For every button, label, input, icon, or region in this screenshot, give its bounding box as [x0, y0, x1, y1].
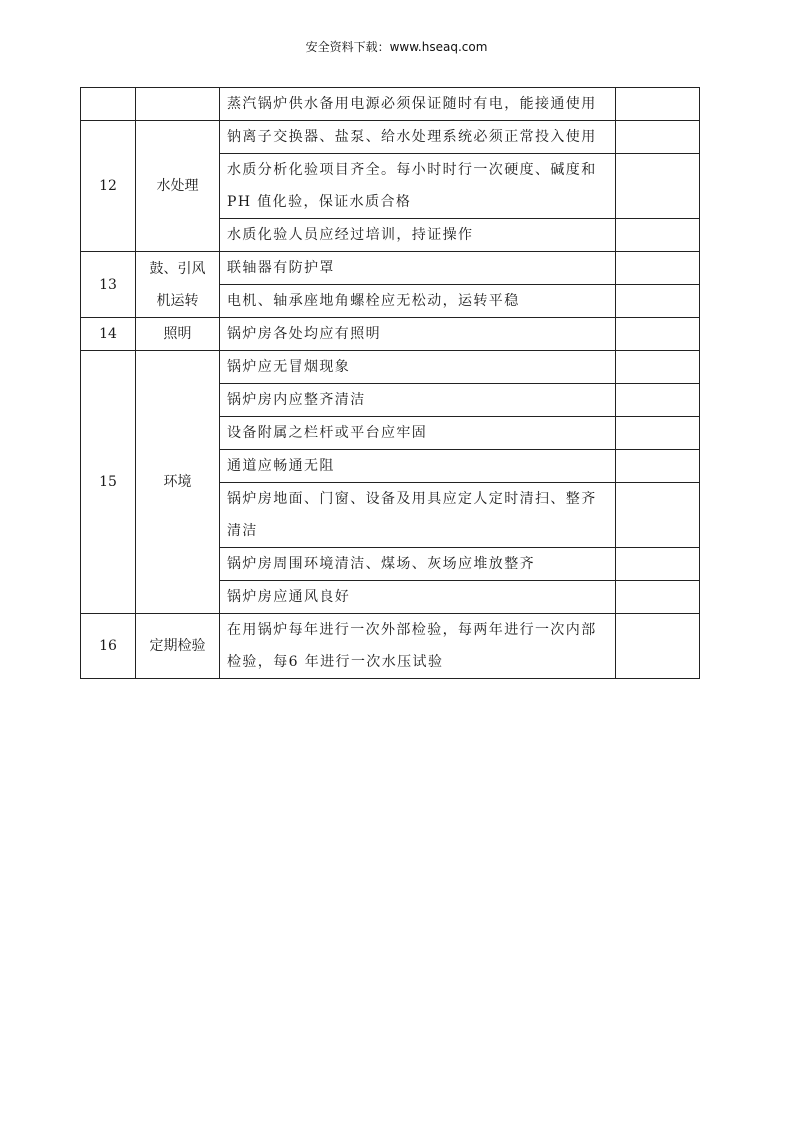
check-cell [616, 351, 700, 384]
content-cell: 钠离子交换器、盐泵、给水处理系统必须正常投入使用 [220, 121, 616, 154]
content-cell: 通道应畅通无阻 [220, 450, 616, 483]
number-cell [81, 88, 136, 121]
content-cell: 在用锅炉每年进行一次外部检验，每两年进行一次内部检验，每6 年进行一次水压试验 [220, 614, 616, 679]
content-cell: 锅炉房周围环境清洁、煤场、灰场应堆放整齐 [220, 548, 616, 581]
table-row [81, 614, 700, 679]
content-cell: 蒸汽锅炉供水备用电源必须保证随时有电，能接通使用 [220, 88, 616, 121]
check-cell [616, 154, 700, 219]
number-cell: 12 [81, 121, 136, 252]
content-cell: 电机、轴承座地角螺栓应无松动，运转平稳 [220, 285, 616, 318]
page-header: 安全资料下载：www.hseaq.com [305, 40, 488, 54]
content-cell: 锅炉应无冒烟现象 [220, 351, 616, 384]
inspection-table [80, 87, 700, 679]
table-row [81, 121, 700, 154]
content-cell: 水质分析化验项目齐全。每小时时行一次硬度、碱度和PH 值化验，保证水质合格 [220, 154, 616, 219]
number-cell: 14 [81, 318, 136, 351]
check-cell [616, 318, 700, 351]
check-cell [616, 121, 700, 154]
check-cell [616, 548, 700, 581]
content-cell: 锅炉房应通风良好 [220, 581, 616, 614]
check-cell [616, 384, 700, 417]
number-cell: 15 [81, 351, 136, 614]
number-cell: 13 [81, 252, 136, 318]
table-row [81, 88, 700, 121]
table-row [81, 351, 700, 384]
number-cell: 16 [81, 614, 136, 679]
check-cell [616, 219, 700, 252]
content-cell: 锅炉房各处均应有照明 [220, 318, 616, 351]
content-cell: 锅炉房内应整齐清洁 [220, 384, 616, 417]
check-cell [616, 88, 700, 121]
item-cell: 鼓、引风机运转 [136, 252, 220, 318]
item-cell: 定期检验 [136, 614, 220, 679]
content-cell: 设备附属之栏杆或平台应牢固 [220, 417, 616, 450]
check-cell [616, 417, 700, 450]
check-cell [616, 252, 700, 285]
table-row [81, 318, 700, 351]
check-cell [616, 450, 700, 483]
item-cell [136, 88, 220, 121]
content-cell: 联轴器有防护罩 [220, 252, 616, 285]
table-row [81, 252, 700, 285]
content-cell: 水质化验人员应经过培训，持证操作 [220, 219, 616, 252]
check-cell [616, 614, 700, 679]
item-cell: 照明 [136, 318, 220, 351]
item-cell: 环境 [136, 351, 220, 614]
check-cell [616, 581, 700, 614]
check-cell [616, 483, 700, 548]
content-cell: 锅炉房地面、门窗、设备及用具应定人定时清扫、整齐清洁 [220, 483, 616, 548]
check-cell [616, 285, 700, 318]
item-cell: 水处理 [136, 121, 220, 252]
